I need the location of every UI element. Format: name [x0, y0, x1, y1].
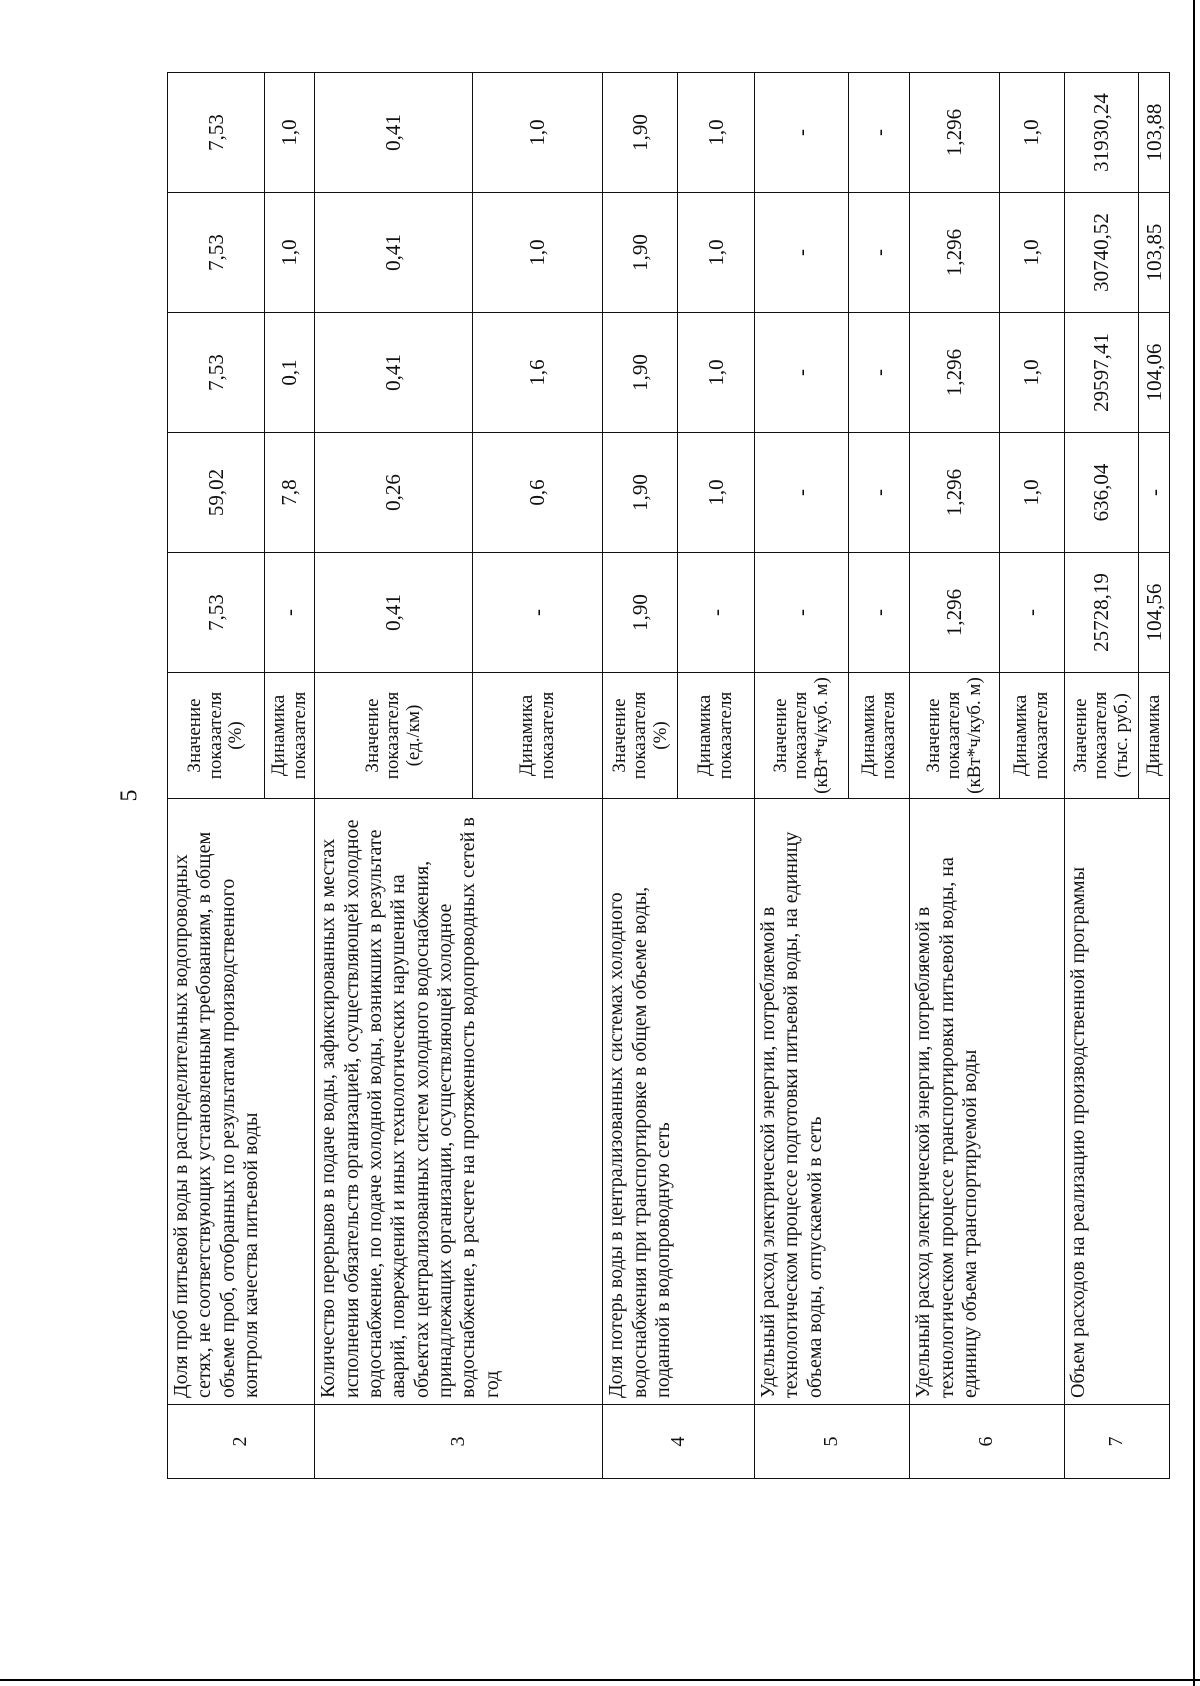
dynamic-label: Динамика — [1139, 673, 1170, 799]
value-cell: - — [754, 433, 848, 553]
dynamic-cell: 1,0 — [264, 193, 314, 313]
rotated-table-container — [167, 73, 1170, 1479]
dynamic-label: Динамика показателя — [999, 673, 1064, 799]
value-cell: 636,04 — [1064, 433, 1139, 553]
dynamic-cell: 1,0 — [678, 433, 755, 553]
value-cell: 1,90 — [603, 313, 678, 433]
dynamic-cell: 104,56 — [1139, 553, 1170, 673]
value-cell: 1,296 — [910, 193, 1000, 313]
value-cell: 7,53 — [168, 553, 265, 673]
value-label: Значение показателя (ед./км) — [315, 673, 473, 799]
value-cell: 1,296 — [910, 73, 1000, 193]
dynamic-cell: - — [678, 553, 755, 673]
value-cell: 31930,24 — [1064, 73, 1139, 193]
value-label: Значение показателя (%) — [168, 673, 265, 799]
dynamic-cell: 0,6 — [473, 433, 603, 553]
value-cell: - — [754, 73, 848, 193]
dynamic-label: Динамика показателя — [473, 673, 603, 799]
dynamic-cell: - — [473, 553, 603, 673]
value-cell: 59,02 — [168, 433, 265, 553]
indicator-description: Доля проб питьевой воды в распределительных водопроводных сетях, не соответствующих установленным требованиям, в общем объеме проб, отобранных по результатам производственного контроля качества питьевой воды — [168, 799, 315, 1405]
dynamic-cell: 1,0 — [473, 193, 603, 313]
dynamic-cell: - — [849, 313, 910, 433]
table-row — [754, 73, 848, 1479]
dynamic-cell: - — [999, 553, 1064, 673]
row-number: 4 — [603, 1405, 754, 1479]
dynamic-cell: 7,8 — [264, 433, 314, 553]
dynamic-label: Динамика показателя — [849, 673, 910, 799]
page-number: 5 — [116, 789, 143, 802]
value-cell: 1,90 — [603, 73, 678, 193]
value-cell: 0,41 — [315, 313, 473, 433]
dynamic-cell: 1,0 — [999, 193, 1064, 313]
value-cell: 1,296 — [910, 313, 1000, 433]
dynamic-cell: 1,0 — [999, 433, 1064, 553]
dynamic-cell: 1,0 — [678, 193, 755, 313]
value-cell: - — [754, 193, 848, 313]
dynamic-cell: - — [849, 553, 910, 673]
page-edge — [0, 1679, 1200, 1681]
dynamic-cell: 1,0 — [999, 73, 1064, 193]
table-row — [910, 73, 1000, 1479]
row-number: 3 — [315, 1405, 603, 1479]
value-cell: 1,296 — [910, 433, 1000, 553]
row-number: 2 — [168, 1405, 315, 1479]
value-cell: 7,53 — [168, 193, 265, 313]
value-cell: 1,90 — [603, 433, 678, 553]
value-label: Значение показателя (кВт*ч/куб. м) — [754, 673, 848, 799]
value-cell: 1,90 — [603, 553, 678, 673]
indicator-description: Количество перерывов в подаче воды, зафиксированных в местах исполнения обязательств организацией, осуществляющей холодное водоснабжение, по подаче холодной воды, возникших в результате аварий, повреждений и иных технологических нарушений на объектах централизованных систем холодного водоснабжения, принадлежащих организации, осуществляющей холодное водоснабжение, в расчете на протяженность водопроводных сетей в год — [315, 799, 603, 1405]
indicator-description: Объем расходов на реализацию производственной программы — [1064, 799, 1169, 1405]
dynamic-cell: 1,6 — [473, 313, 603, 433]
value-label: Значение показателя (тыс. руб.) — [1064, 673, 1139, 799]
table-row — [168, 73, 265, 1479]
dynamic-cell: - — [849, 73, 910, 193]
value-label: Значение показателя (кВт*ч/куб. м) — [910, 673, 1000, 799]
row-number: 6 — [910, 1405, 1064, 1479]
value-cell: 29597,41 — [1064, 313, 1139, 433]
indicator-description: Удельный расход электрической энергии, потребляемой в технологическом процессе транспортировки питьевой воды, на единицу объема транспортируемой воды — [910, 799, 1064, 1405]
row-number: 7 — [1064, 1405, 1169, 1479]
table-row — [1064, 73, 1139, 1479]
dynamic-cell: 103,85 — [1139, 193, 1170, 313]
value-cell: 0,41 — [315, 73, 473, 193]
dynamic-cell: 1,0 — [999, 313, 1064, 433]
row-number: 5 — [754, 1405, 909, 1479]
dynamic-cell: - — [264, 553, 314, 673]
value-cell: 0,41 — [315, 193, 473, 313]
value-cell: 0,41 — [315, 553, 473, 673]
value-cell: 0,26 — [315, 433, 473, 553]
dynamic-cell: - — [1139, 433, 1170, 553]
dynamic-label: Динамика показателя — [678, 673, 755, 799]
value-cell: 30740,52 — [1064, 193, 1139, 313]
dynamic-cell: - — [849, 433, 910, 553]
page-edge — [1193, 0, 1195, 1686]
dynamic-cell: 1,0 — [678, 313, 755, 433]
value-cell: 1,296 — [910, 553, 1000, 673]
value-cell: 7,53 — [168, 73, 265, 193]
value-cell: 25728,19 — [1064, 553, 1139, 673]
dynamic-label: Динамика показателя — [264, 673, 314, 799]
dynamic-cell: - — [849, 193, 910, 313]
dynamic-cell: 103,88 — [1139, 73, 1170, 193]
dynamic-cell: 1,0 — [264, 73, 314, 193]
dynamic-cell: 0,1 — [264, 313, 314, 433]
value-cell: 1,90 — [603, 193, 678, 313]
dynamic-cell: 1,0 — [473, 73, 603, 193]
dynamic-cell: 104,06 — [1139, 313, 1170, 433]
value-cell: - — [754, 553, 848, 673]
indicator-description: Доля потерь воды в централизованных системах холодного водоснабжения при транспортировке в общем объеме воды, поданной в водопроводную сеть — [603, 799, 754, 1405]
value-cell: 7,53 — [168, 313, 265, 433]
indicators-table — [167, 72, 1170, 1479]
dynamic-cell: 1,0 — [678, 73, 755, 193]
table-row — [603, 73, 678, 1479]
table-body — [168, 73, 1170, 1479]
value-cell: - — [754, 313, 848, 433]
indicator-description: Удельный расход электрической энергии, потребляемой в технологическом процессе подготовки питьевой воды, на единицу объема воды, отпускаемой в сеть — [754, 799, 909, 1405]
table-row — [315, 73, 473, 1479]
value-label: Значение показателя (%) — [603, 673, 678, 799]
